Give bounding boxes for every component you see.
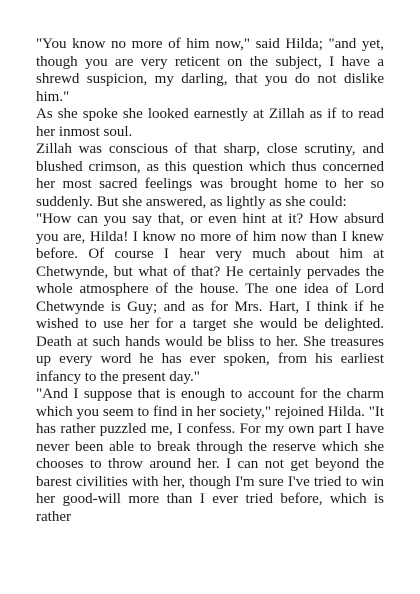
paragraph-zillah-reply: "How can you say that, or even hint at it? How absurd you are, Hilda! I know no more of him now than I knew before. Of course I hear very much about him at Chetwynde, but what of that? He certainly pervades the whole atmosphere of the house. The one idea of Lord Chetwynde is Guy; and as for Mrs. Hart, I think if he wished to use her for a target she would be delighted. Death at such hands would be bliss to her. She treasures up every word he has ever spoken, from his earliest infancy to the present day.": [36, 211, 384, 385]
paragraph-earnest-look: As she spoke she looked earnestly at Zillah as if to read her inmost soul.: [36, 106, 384, 140]
paragraph-zillah-blushes: Zillah was conscious of that sharp, close scrutiny, and blushed crimson, as this question which thus concerned her most sacred feelings was brought home to her so suddenly. But she answered, as lightly as she could:: [36, 141, 384, 210]
paragraph-hilda-suspicion: "You know no more of him now," said Hilda; "and yet, though you are very reticent on the subject, I have a shrewd suspicion, my darling, that you do not dislike him.": [36, 36, 384, 105]
book-page-text: [36, 36, 384, 526]
paragraph-hilda-rejoins: "And I suppose that is enough to account for the charm which you seem to find in her society," rejoined Hilda. "It has rather puzzled me, I confess. For my own part I have never been able to break through the reserve which she chooses to throw around her. I can not get beyond the barest civilities with her, though I'm sure I've tried to win her good-will more than I ever tried before, which is rather: [36, 386, 384, 525]
